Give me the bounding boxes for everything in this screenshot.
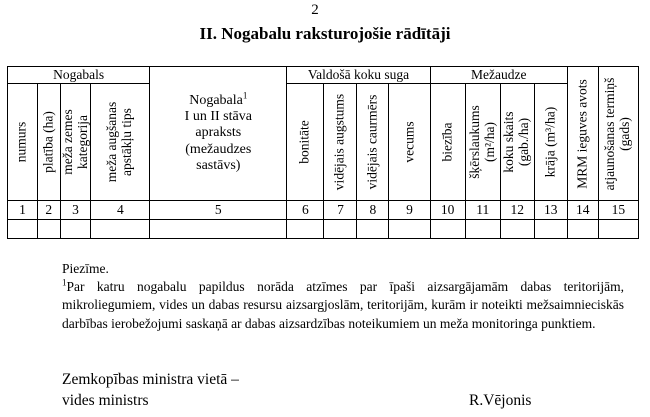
header-col-15 (598, 67, 638, 201)
c7-label: vidējais augstums (332, 93, 348, 191)
page-number: 2 (311, 2, 319, 18)
header-col-4 (91, 84, 150, 201)
table-cell (357, 220, 389, 239)
header-col-1 (8, 84, 38, 201)
table-cell (91, 220, 150, 239)
header-col-13 (534, 84, 567, 201)
c9-label: vecums (401, 121, 417, 163)
col-number: 10 (430, 201, 465, 220)
header-col-14 (567, 67, 598, 201)
table-cell (324, 220, 357, 239)
section-heading: II. Nogabalu raksturojošie rādītāji (199, 24, 451, 43)
header-col-11 (465, 84, 500, 201)
col-number: 7 (324, 201, 357, 220)
col-number: 6 (287, 201, 324, 220)
note-text: Par katru nogabalu papildus norāda atzīmes par īpaši aizsargājamām dabas teritorijām, mikroliegumiem, vides un dabas resursu aizsargjoslām, teritorijām, kurām ir noteikti mežsaimnieciskās darbības ierobežojumi saskaņā ar dabas aizsardzības noteikumiem un meža monitoringa punktiem. (62, 279, 624, 331)
c12-label-a: koku skaits (501, 111, 517, 173)
header-col-5 (150, 67, 287, 201)
col-number: 2 (37, 201, 60, 220)
col-number: 12 (500, 201, 534, 220)
c1-label: numurs (14, 121, 30, 163)
c14-label: MRM ieguves avots (574, 78, 590, 189)
c5-line2: I un II stāva (184, 109, 252, 125)
c4-label-b: apstākļu tips (119, 108, 135, 176)
c10-label: biezība (439, 122, 455, 162)
header-col-8 (357, 84, 389, 201)
col-number: 3 (60, 201, 91, 220)
group-header-mezaudze: Mežaudze (430, 67, 567, 84)
header-col-2 (37, 84, 60, 201)
table-cell (150, 220, 287, 239)
col-number: 5 (150, 201, 287, 220)
c11-label-a: šķērslaukums (466, 105, 482, 179)
header-col-3 (60, 84, 91, 201)
column-number-row (8, 201, 639, 220)
table-cell (534, 220, 567, 239)
c5-line1: Nogabala (189, 93, 243, 109)
table-cell (500, 220, 534, 239)
col-number: 1 (8, 201, 38, 220)
col-number: 13 (534, 201, 567, 220)
c5-line4: (mežaudzes (185, 141, 252, 157)
signature-role-line1: Zemkopības ministra vietā – (62, 371, 239, 388)
c8-label: vidējais caurmērs (364, 94, 380, 190)
c3-label-a: meža zemes (59, 109, 75, 175)
c11-label-b: (m²/ha) (481, 121, 497, 163)
note-marker: 1 (62, 277, 67, 288)
table-cell (465, 220, 500, 239)
table-cell (567, 220, 598, 239)
col-number: 11 (465, 201, 500, 220)
c5-line5: sastāvs) (196, 157, 241, 173)
header-col-10 (430, 84, 465, 201)
indicators-table (7, 66, 639, 239)
table-cell (430, 220, 465, 239)
table-cell (287, 220, 324, 239)
col-number: 15 (598, 201, 638, 220)
group-header-nogabals: Nogabals (8, 67, 150, 84)
c13-label: krāja (m³/ha) (542, 106, 558, 178)
note-title: Piezīme. (62, 261, 109, 276)
header-col-6 (287, 84, 324, 201)
header-col-9 (389, 84, 430, 201)
c4-label-a: meža augšanas (104, 101, 120, 183)
group-header-valdosa: Valdošā koku suga (287, 67, 430, 84)
table-cell (37, 220, 60, 239)
c2-label: platība (ha) (40, 111, 56, 173)
table-cell (8, 220, 38, 239)
c3-label-b: kategorija (74, 115, 90, 169)
table-cell (598, 220, 638, 239)
c6-label: bonitāte (296, 120, 312, 164)
c15-label-a: atjaunošanas termiņš (602, 77, 618, 190)
footnote-block (62, 260, 624, 333)
table-cell (389, 220, 430, 239)
signature-name: R.Vējonis (469, 392, 532, 409)
col-number: 9 (389, 201, 430, 220)
col-number: 4 (91, 201, 150, 220)
col-number: 14 (567, 201, 598, 220)
c15-label-b: (gads) (617, 116, 633, 151)
table-cell (60, 220, 91, 239)
signature-role-line2: vides ministrs (62, 392, 149, 409)
header-col-12 (500, 84, 534, 201)
c5-line3: apraksts (195, 125, 242, 141)
col-number: 8 (357, 201, 389, 220)
note-body (62, 278, 624, 333)
header-col-7 (324, 84, 357, 201)
footnote-marker: 1 (242, 90, 248, 101)
c12-label-b: (gab./ha) (516, 117, 532, 167)
empty-data-row (8, 220, 639, 239)
